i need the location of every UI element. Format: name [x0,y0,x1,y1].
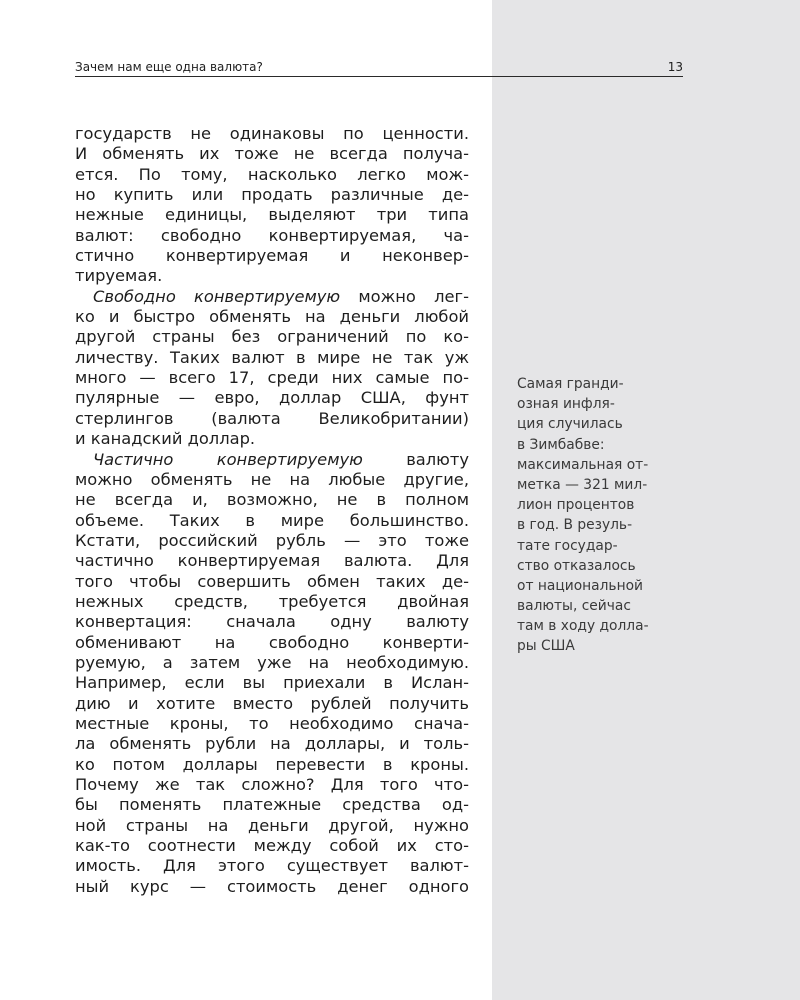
line-text: и канадский доллар. [75,429,256,449]
body-line [75,307,469,327]
line-text: Например, если вы приехали в Ислан- [75,673,469,693]
line-text: имость. Для этого существует валют- [75,856,469,876]
line-text: И обменять их тоже не всегда получа- [75,144,469,164]
line-text: ный курс — стоимость денег одного [75,876,469,896]
body-line [75,856,469,876]
sidenote-line: ство отказалось [517,557,636,574]
body-line [75,877,469,897]
body-line [75,368,469,388]
line-text: много — всего 17, среди них самые по- [75,368,469,388]
body-line [75,429,469,449]
sidenote-line: от национальной [517,577,643,594]
sidenote-line: лион процентов [517,497,635,514]
line-text: объеме. Таких в мире большинство. [75,510,469,530]
line-text: валюту [362,449,470,469]
body-line [75,226,469,246]
body-line [75,246,469,266]
line-text: бы поменять платежные средства од- [75,795,469,815]
line-text: но купить или продать различные де- [75,185,469,205]
body-line [75,775,469,795]
body-line [75,694,469,714]
sidenote [517,374,685,657]
sidenote-line: ры США [517,638,575,655]
line-text: можно лег- [340,286,469,306]
line-text: нежные единицы, выделяют три типа [75,205,469,225]
line-text: Почему же так сложно? Для того что- [75,775,469,794]
sidenote-line: в год. В резуль- [517,517,633,534]
line-text: местные кроны, то необходимо снача- [75,713,469,733]
body-line [75,572,469,592]
sidenote-line: максимальная от- [517,456,649,473]
body-line [75,388,469,408]
body-line [75,816,469,836]
body-line [75,633,469,653]
body-line [75,165,469,185]
body-line [75,470,469,490]
sidenote-line: метка — 321 мил- [517,476,648,493]
body-line [75,511,469,531]
body-line [75,612,469,632]
body-line [75,653,469,673]
body-line [75,673,469,693]
line-text: не всегда и, возможно, не в полном [75,490,469,510]
body-line [75,409,469,429]
page-number: 13 [667,60,683,74]
body-line [75,450,469,470]
line-text: того чтобы совершить обмен таких де- [75,571,469,591]
body-line [75,144,469,164]
body-line [75,490,469,510]
body-line [75,124,469,144]
line-text: ко потом доллары перевести в кроны. [75,754,469,774]
line-text: можно обменять не на любые другие, [75,469,469,489]
body-line [75,795,469,815]
line-text: частично конвертируемая валюта. Для [75,551,469,571]
body-line [75,734,469,754]
sidenote-line: тате государ- [517,537,618,554]
line-text: конвертация: сначала одну валюту [75,612,469,632]
line-text: ла обменять рубли на доллары, и толь- [75,734,469,754]
line-text: ной страны на деньги другой, нужно [75,815,469,835]
body-line [75,714,469,734]
sidenote-line: озная инфля- [517,396,615,413]
body-line [75,531,469,551]
line-text: нежных средств, требуется двойная [75,591,469,611]
line-text: тируемая. [75,266,163,286]
line-text: обменивают на свободно конверти- [75,632,469,652]
sidenote-line: там в ходу долла- [517,618,649,635]
line-text: другой страны без ограничений по ко- [75,327,469,347]
body-text [75,124,469,897]
sidenote-line: Самая гранди- [517,376,624,392]
body-line [75,266,469,286]
line-text: стично конвертируемая и неконвер- [75,246,469,266]
line-text: валют: свободно конвертируемая, ча- [75,225,469,245]
body-line [75,551,469,571]
running-title: Зачем нам еще одна валюта? [75,60,263,74]
body-line [75,287,469,307]
body-line [75,348,469,368]
body-line [75,205,469,225]
line-text: пулярные — евро, доллар США, фунт [75,388,469,408]
emphasized-term: Частично конвертируемую [93,449,363,469]
body-line [75,755,469,775]
sidenote-line: в Зимбабве: [517,436,605,453]
line-text: стерлингов (валюта Великобритании) [75,408,469,428]
line-text: ется. По тому, насколько легко мож- [75,164,469,184]
body-line [75,836,469,856]
line-text: как-то соотнести между собой их сто- [75,836,469,856]
running-head [75,60,683,77]
body-line [75,592,469,612]
emphasized-term: Свободно конвертируемую [93,286,341,306]
line-text: личеству. Таких валют в мире не так уж [75,347,469,367]
line-text: дию и хотите вместо рублей получить [75,693,469,713]
body-line [75,327,469,347]
line-text: государств не одинаковы по ценности. [75,124,469,143]
line-text: руемую, а затем уже на необходимую. [75,652,469,672]
body-line [75,185,469,205]
line-text: ко и быстро обменять на деньги любой [75,307,469,327]
sidenote-line: ция случилась [517,416,623,433]
line-text: Кстати, российский рубль — это тоже [75,530,469,550]
sidenote-line: валюты, сейчас [517,598,631,615]
